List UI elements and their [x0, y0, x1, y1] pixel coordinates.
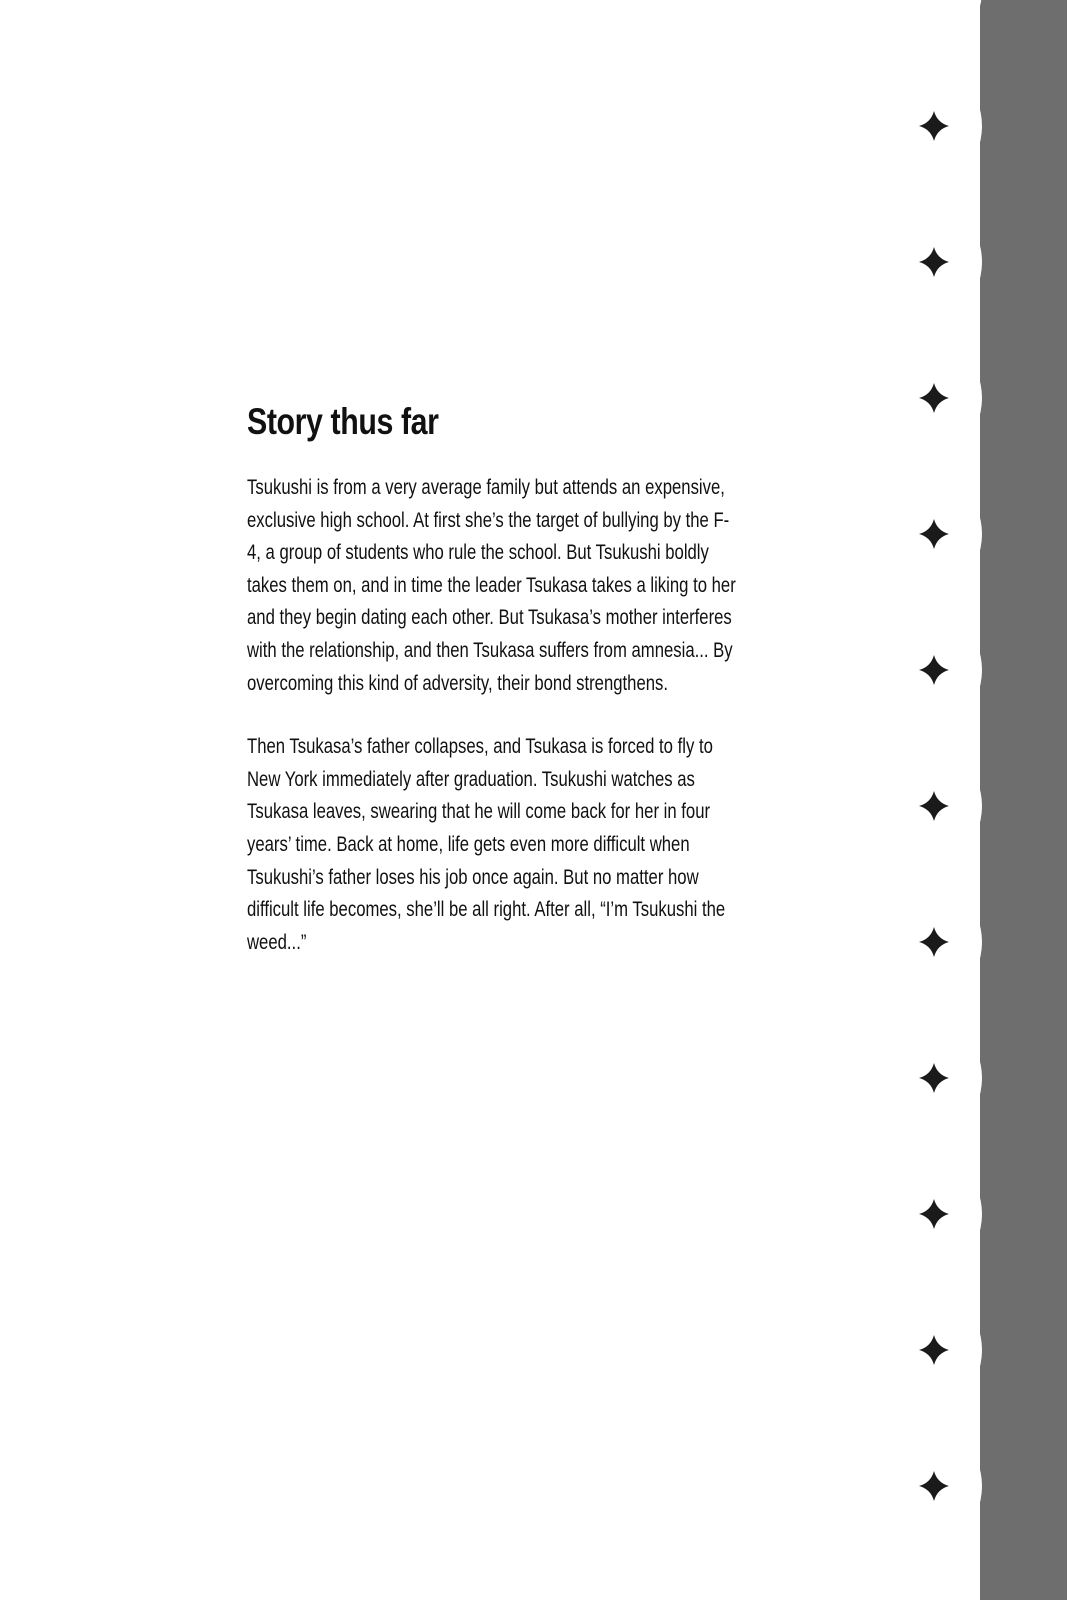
- story-paragraph-2: Then Tsukasa’s father collapses, and Tsukasa is forced to fly to New York immediately after graduation. Tsukushi watches as Tsukasa leaves, swearing that he will come back for her in four years’ time. Back at home, life gets even more difficult when Tsukushi’s father loses his job once again. But no matter how difficult life becomes, she’ll be all right. After all, “I’m Tsukushi the weed...”: [247, 735, 726, 954]
- scallop: [846, 466, 982, 602]
- scallop: [846, 194, 982, 330]
- scallop: [846, 330, 982, 466]
- scallop: [846, 1282, 982, 1418]
- scallop: [846, 1146, 982, 1282]
- story-section: [247, 398, 757, 990]
- scallop: [846, 874, 982, 1010]
- scallop: [846, 1010, 982, 1146]
- story-paragraph-1: Tsukushi is from a very average family but attends an expensive, exclusive high school. At first she’s the target of bullying by the F-4, a group of students who rule the school. But Tsukushi boldly takes them on, and in time the leader Tsukasa takes a liking to her and they begin dating each other. But Tsukasa’s mother interferes with the relationship, and then Tsukasa suffers from amnesia... By overcoming this kind of adversity, their bond strengthens.: [247, 476, 736, 695]
- scallop: [846, 58, 982, 194]
- scallop-group: [846, 0, 982, 1600]
- scallop: [846, 0, 982, 58]
- scallop: [846, 602, 982, 738]
- scallop: [846, 738, 982, 874]
- scallop: [846, 1554, 982, 1600]
- page-title: Story thus far: [247, 401, 439, 442]
- scallop: [846, 1418, 982, 1554]
- gray-side-band: [980, 0, 1067, 1600]
